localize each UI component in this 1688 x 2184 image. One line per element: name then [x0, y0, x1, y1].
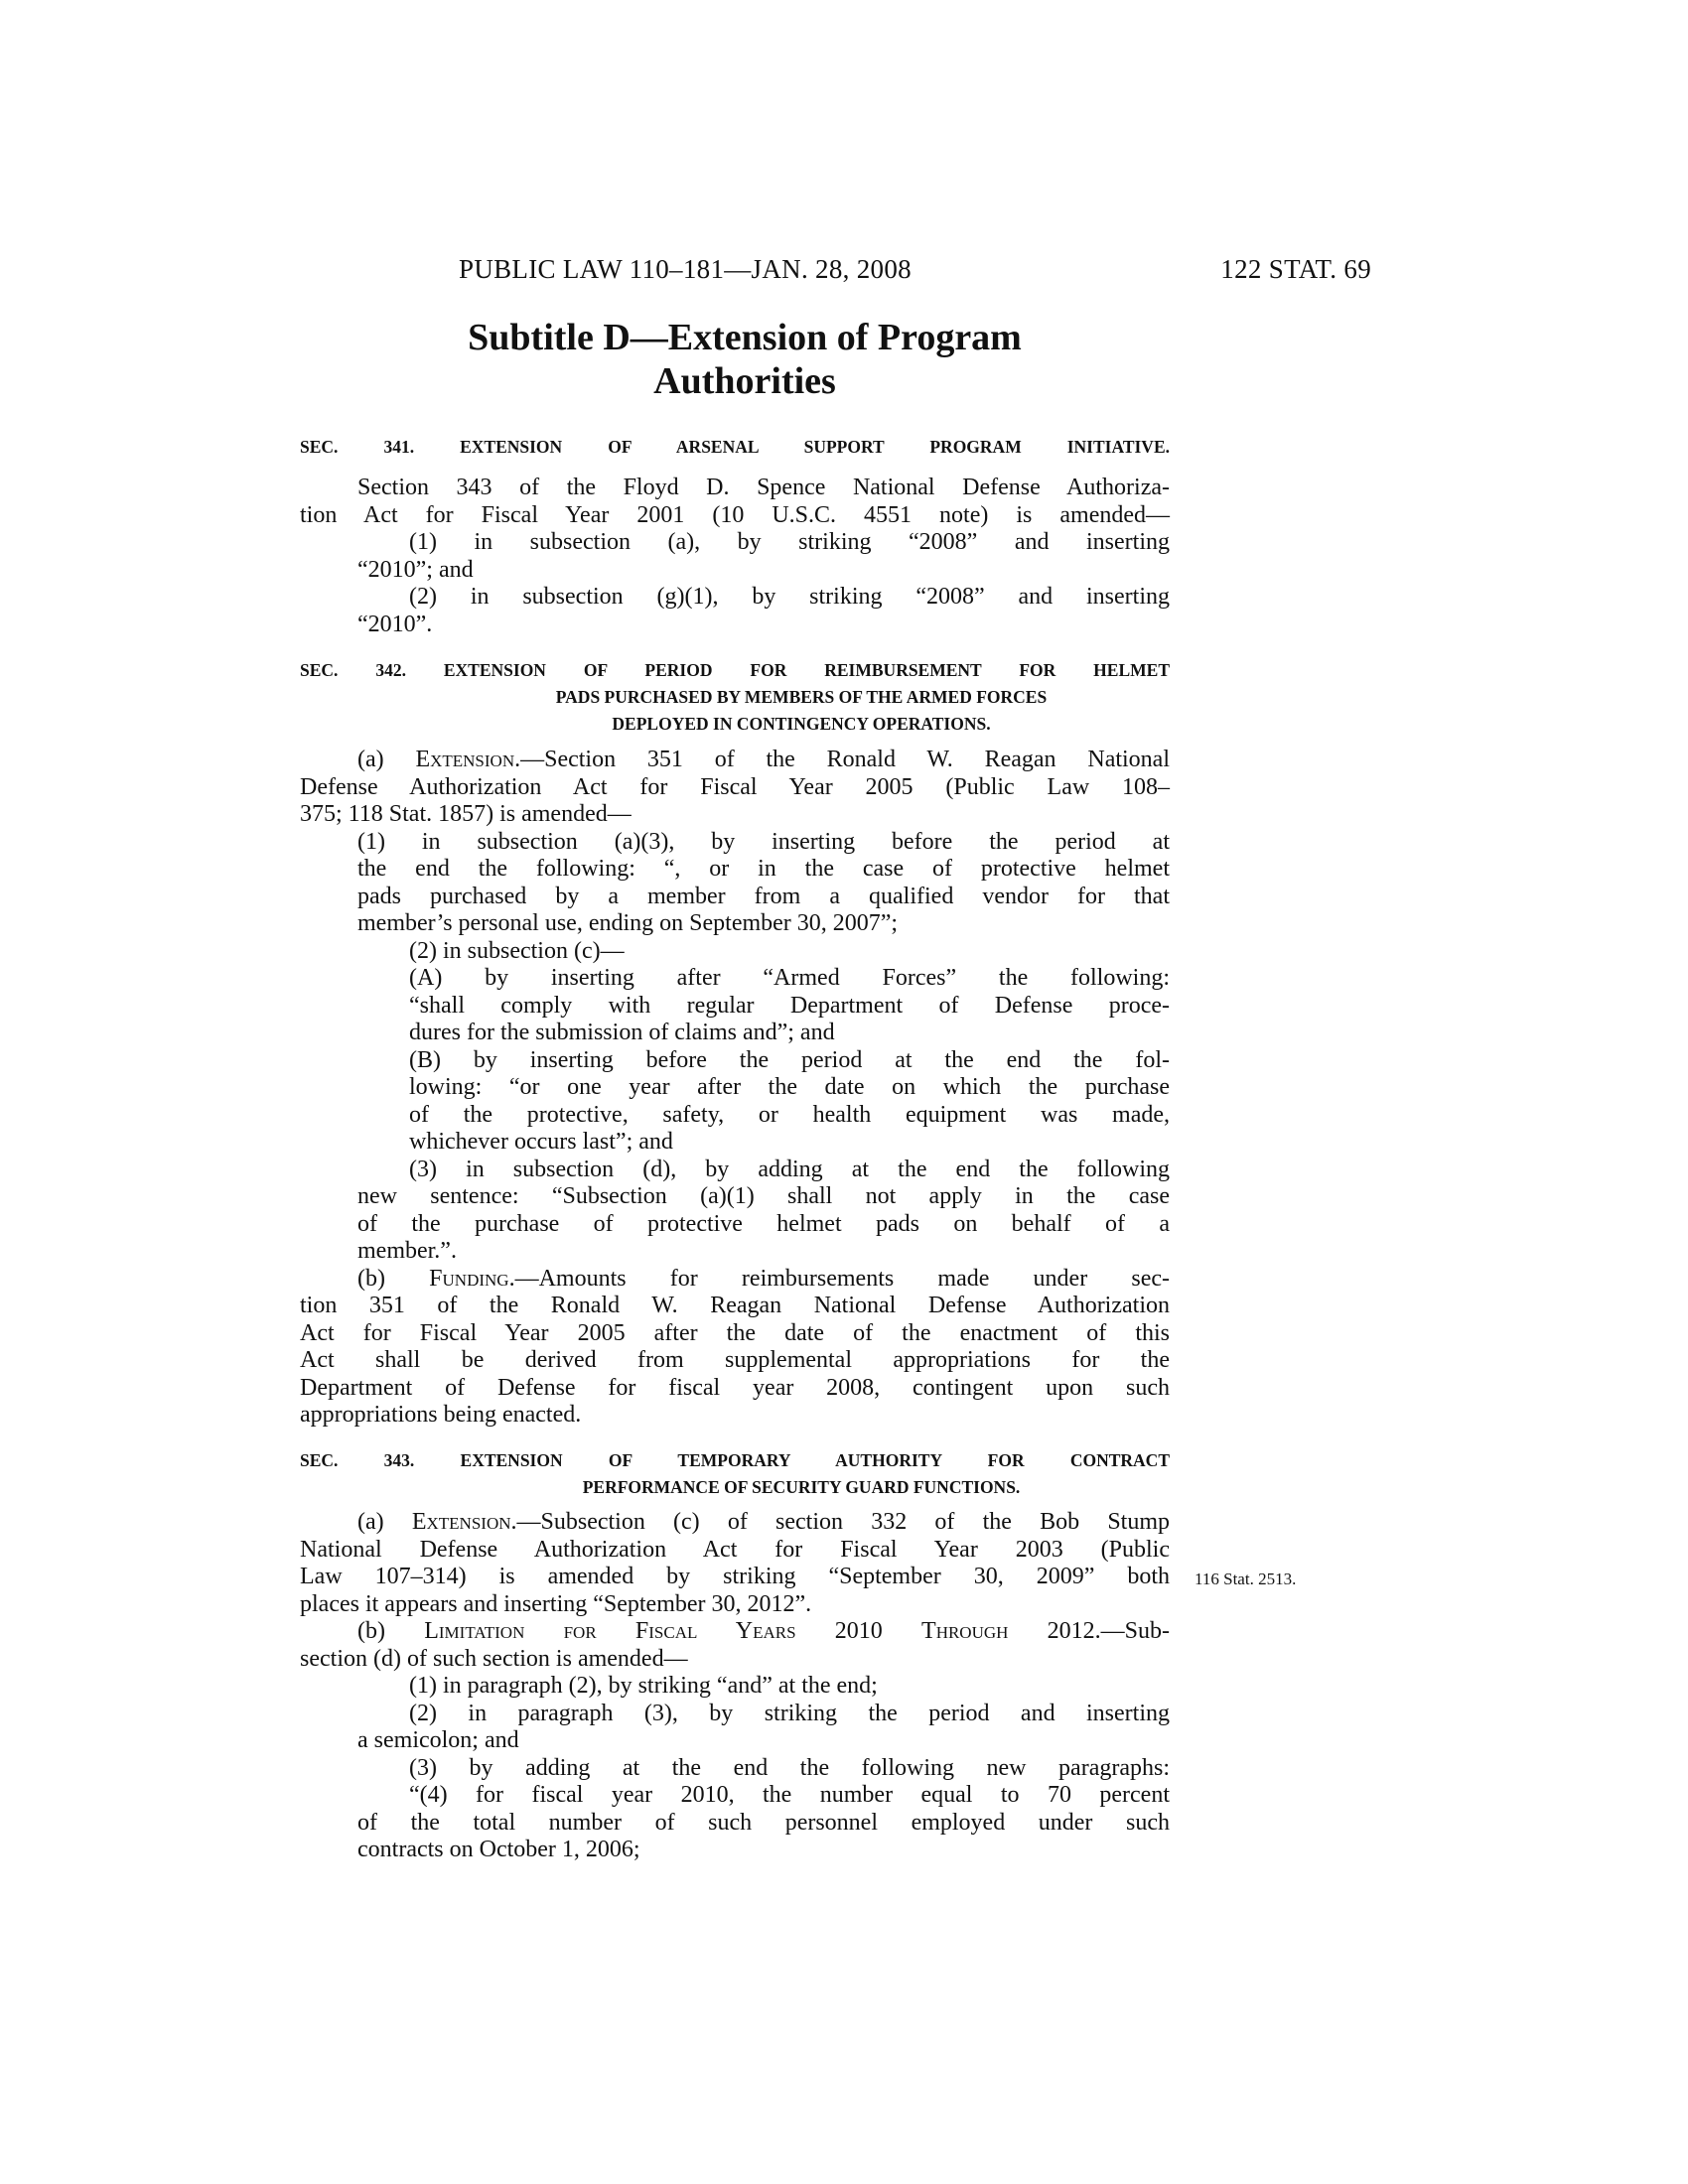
text-line: new sentence: “Subsection (a)(1) shall not apply in the case — [357, 1183, 1170, 1209]
subsection-a-line: (a) Extension.—Subsection (c) of section 332 of the Bob Stump — [357, 1509, 1170, 1535]
text-line: (3) by adding at the end the following new paragraphs: — [409, 1754, 1170, 1781]
text-line: places it appears and inserting “September 30, 2012”. — [300, 1590, 812, 1617]
margin-citation: 116 Stat. 2513. — [1195, 1570, 1297, 1588]
text-line: (2) in paragraph (3), by striking the period and inserting — [409, 1700, 1170, 1726]
text-line: the end the following: “, or in the case of protective helmet — [357, 856, 1170, 882]
text-line: (1) in subsection (a)(3), by inserting before the period at — [357, 828, 1170, 855]
text-line: tion 351 of the Ronald W. Reagan National Defense Authorization — [300, 1293, 1170, 1318]
subsection-b-line: (b) Funding.—Amounts for reimbursements made under sec- — [357, 1265, 1171, 1292]
text-line: “shall comply with regular Department of Defense proce- — [409, 992, 1170, 1019]
sec-343-body — [300, 1509, 1170, 1864]
text-line: of the purchase of protective helmet pads on behalf of a — [357, 1210, 1170, 1237]
text-line: (A) by inserting after “Armed Forces” the following: — [409, 965, 1170, 991]
text-line: appropriations being enacted. — [300, 1402, 582, 1428]
text-line: dures for the submission of claims and”; and — [409, 1020, 835, 1045]
page-header — [298, 254, 1371, 294]
text-line: National Defense Authorization Act for Fiscal Year 2003 (Public — [300, 1536, 1170, 1563]
text-line: “2010”; and — [357, 556, 474, 583]
subsection-a-line: (a) Extension.—Section 351 of the Ronald W. Reagan National — [357, 747, 1171, 772]
text-line: Defense Authorization Act for Fiscal Year 2005 (Public Law 108– — [300, 773, 1170, 800]
text-line: Act for Fiscal Year 2005 after the date of the enactment of this — [300, 1319, 1170, 1346]
law-title: PUBLIC LAW 110–181—JAN. 28, 2008 — [459, 254, 912, 284]
text-line: section (d) of such section is amended— — [300, 1645, 688, 1672]
subtitle-line-2: Authorities — [653, 360, 836, 402]
text-line: “2010”. — [357, 611, 433, 637]
text-line: tion Act for Fiscal Year 2001 (10 U.S.C. 4551 note) is amended— — [300, 501, 1170, 528]
text-line: (1) in paragraph (2), by striking “and” at the end; — [409, 1673, 878, 1699]
text-line: (1) in subsection (a), by striking “2008” and inserting — [409, 529, 1170, 555]
subtitle-heading — [298, 316, 1192, 403]
text-line: Act shall be derived from supplemental appropriations for the — [300, 1347, 1170, 1373]
text-line: Department of Defense for fiscal year 2008, contingent upon such — [300, 1374, 1170, 1401]
text-line: pads purchased by a member from a qualified vendor for that — [357, 883, 1170, 909]
text-line: (2) in subsection (g)(1), by striking “2008” and inserting — [409, 584, 1170, 610]
text-line: (B) by inserting before the period at the end the fol- — [409, 1046, 1170, 1073]
text-line: a semicolon; and — [357, 1727, 519, 1753]
subtitle-line-1: Subtitle D—Extension of Program — [468, 317, 1022, 358]
text-line: Section 343 of the Floyd D. Spence National Defense Authoriza- — [357, 475, 1170, 500]
text-line: (3) in subsection (d), by adding at the end the following — [409, 1156, 1170, 1182]
text-line: (2) in subsection (c)— — [409, 937, 625, 964]
text-line: whichever occurs last”; and — [409, 1129, 673, 1155]
text-line: “(4) for fiscal year 2010, the number equal to 70 percent — [409, 1782, 1170, 1808]
sec-341-body — [300, 475, 1170, 638]
text-line: of the protective, safety, or health equipment was made, — [409, 1101, 1170, 1128]
text-line: Law 107–314) is amended by striking “September 30, 2009” both — [300, 1564, 1170, 1589]
text-line: contracts on October 1, 2006; — [357, 1837, 640, 1862]
text-line: lowing: “or one year after the date on which the purchase — [409, 1074, 1170, 1100]
text-line: member.”. — [357, 1238, 457, 1264]
sec-342-body — [300, 747, 1170, 1430]
sec-343-heading: SEC. 343. EXTENSION OF TEMPORARY AUTHORITY FOR CONTRACT PERFORMANCE OF SECURITY GUARD FUNCTIONS. — [300, 1450, 1170, 1497]
stat-page-number: 122 STAT. 69 — [1220, 254, 1371, 284]
sec-342-heading: SEC. 342. EXTENSION OF PERIOD FOR REIMBURSEMENT FOR HELMET PADS PURCHASED BY MEMBERS OF THE ARMED FORCES DEPLOYED IN CONTINGENCY OPERATIONS. — [300, 660, 1170, 734]
text-line: 375; 118 Stat. 1857) is amended— — [300, 801, 632, 827]
sec-341-heading: SEC. 341. EXTENSION OF ARSENAL SUPPORT PROGRAM INITIATIVE. — [300, 437, 1170, 457]
text-line: of the total number of such personnel employed under such — [357, 1809, 1170, 1836]
subsection-b-line: (b) Limitation for Fiscal Years 2010 Through 2012.—Sub- — [357, 1618, 1171, 1644]
text-line: member’s personal use, ending on September 30, 2007”; — [357, 910, 899, 936]
